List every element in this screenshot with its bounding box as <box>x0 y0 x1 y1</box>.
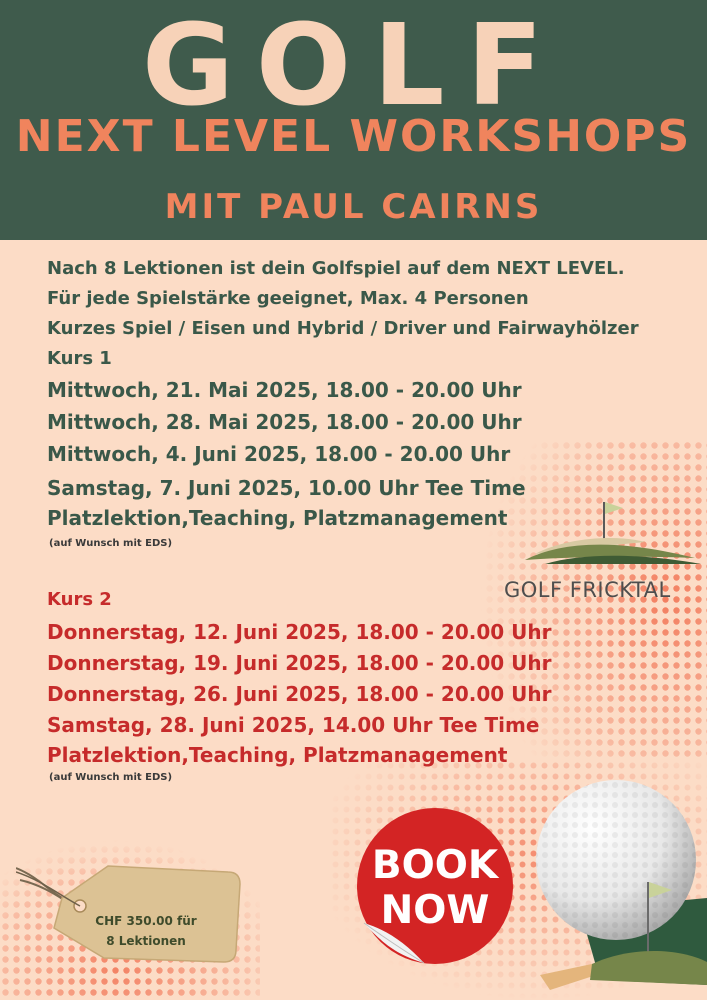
intro-line: Kurzes Spiel / Eisen und Hybrid / Driver und Fairwayhölzer <box>47 318 639 339</box>
intro-line: Für jede Spielstärke geeignet, Max. 4 Personen <box>47 288 529 309</box>
golf-course-flag-icon <box>505 498 705 572</box>
kurs2-note: (auf Wunsch mit EDS) <box>49 772 173 783</box>
kurs2-date: Samstag, 28. Juni 2025, 14.00 Uhr Tee Time <box>47 713 540 737</box>
golf-ball-image <box>520 770 707 1000</box>
book-now-line-1: BOOK <box>371 843 499 888</box>
kurs1-date: Mittwoch, 21. Mai 2025, 18.00 - 20.00 Uhr <box>47 378 522 402</box>
subtitle: NEXT LEVEL WORKSHOPS <box>15 111 692 162</box>
price-line-2: 8 Lektionen <box>106 934 186 948</box>
intro-line: Nach 8 Lektionen ist dein Golfspiel auf dem NEXT LEVEL. <box>47 258 625 279</box>
page-title: GOLF <box>141 1 565 131</box>
kurs2-date: Donnerstag, 12. Juni 2025, 18.00 - 20.00 Uhr <box>47 620 552 644</box>
kurs1-date: Mittwoch, 28. Mai 2025, 18.00 - 20.00 Uhr <box>47 410 522 434</box>
kurs2-label: Kurs 2 <box>47 589 112 610</box>
kurs1-date: Platzlektion,Teaching, Platzmanagement <box>47 506 508 530</box>
kurs1-date: Mittwoch, 4. Juni 2025, 18.00 - 20.00 Uhr <box>47 442 511 466</box>
book-now-button[interactable] <box>354 805 516 967</box>
kurs1-label: Kurs 1 <box>47 348 112 369</box>
kurs1-note: (auf Wunsch mit EDS) <box>49 538 173 549</box>
header-banner <box>0 0 707 240</box>
instructor-line: MIT PAUL CAIRNS <box>164 187 543 227</box>
logo-text: GOLF FRICKTAL <box>504 578 671 602</box>
kurs2-date: Donnerstag, 19. Juni 2025, 18.00 - 20.00 Uhr <box>47 651 552 675</box>
kurs2-date: Platzlektion,Teaching, Platzmanagement <box>47 743 508 767</box>
kurs2-date: Donnerstag, 26. Juni 2025, 18.00 - 20.00 Uhr <box>47 682 552 706</box>
kurs1-date: Samstag, 7. Juni 2025, 10.00 Uhr Tee Time <box>47 476 526 500</box>
price-line-1: CHF 350.00 für <box>95 914 197 928</box>
book-now-line-2: NOW <box>380 888 490 933</box>
